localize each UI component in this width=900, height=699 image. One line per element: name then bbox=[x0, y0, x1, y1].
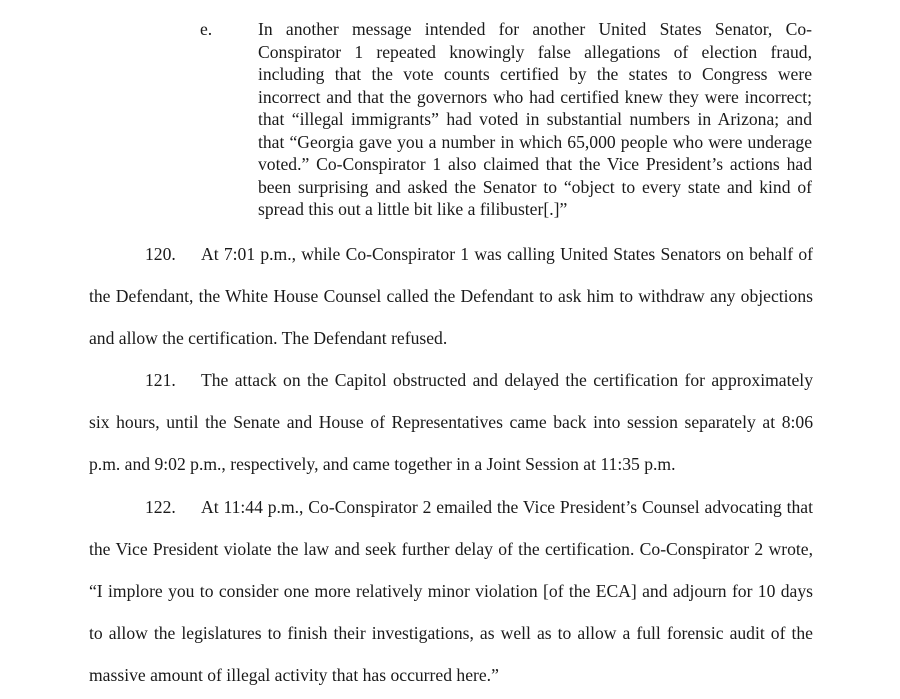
paragraph-122 bbox=[89, 486, 813, 696]
subparagraph-text: In another message intended for another United States Senator, Co-Conspirator 1 repeated knowingly false allegations of election fraud, including that the vote counts certified by the states to Congress were incorrect and that the governors who had certified knew they were incorrect; that “illegal immigrants” had voted in substantial numbers in Arizona; and that “Georgia gave you a number in which 65,000 people who were underage voted.” Co-Conspirator 1 also claimed that the Vice President’s actions had been surprising and asked the Senator to “object to every state and kind of spread this out a little bit like a filibuster[.]” bbox=[258, 19, 812, 219]
paragraph-number: 120. bbox=[145, 244, 176, 264]
paragraph-text: At 11:44 p.m., Co-Conspirator 2 emailed the Vice President’s Counsel advocating that the Vice President violate the law and seek further delay of the certification. Co-Conspirator 2 wrote, “I implore you to consider one more relatively minor violation [of the ECA] and adjourn for 10 days to allow the legislatures to finish their investigations, as well as to allow a full forensic audit of the massive amount of illegal activity that has occurred here.” bbox=[89, 497, 813, 685]
subparagraph-marker: e. bbox=[200, 19, 213, 39]
paragraph-number: 121. bbox=[145, 370, 176, 390]
paragraph-number: 122. bbox=[145, 497, 176, 517]
paragraph-121 bbox=[89, 359, 813, 485]
paragraph-text: At 7:01 p.m., while Co-Conspirator 1 was calling United States Senators on behalf of the Defendant, the White House Counsel called the Defendant to ask him to withdraw any objections and allow the certification. The Defendant refused. bbox=[89, 244, 813, 348]
paragraph-120 bbox=[89, 233, 813, 359]
paragraph-text: The attack on the Capitol obstructed and delayed the certification for approximately six hours, until the Senate and House of Representatives came back into session separately at 8:06 p.m. and 9:02 p.m., respectively, and came together in a Joint Session at 11:35 p.m. bbox=[89, 370, 813, 474]
